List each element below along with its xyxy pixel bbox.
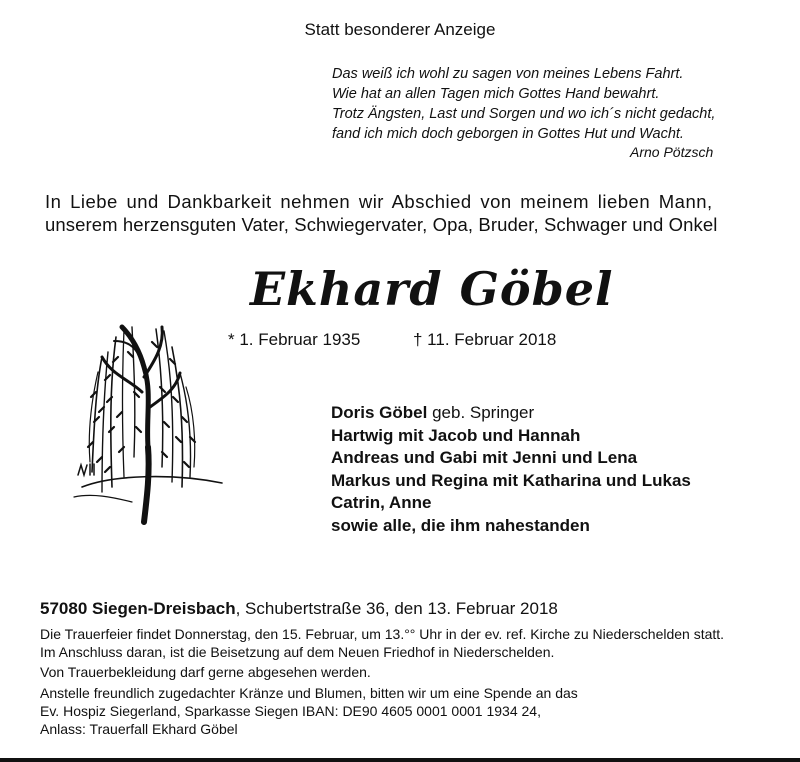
family-line: Andreas und Gabi mit Jenni und Lena — [331, 448, 638, 467]
address-rest: , Schubertstraße 36, den 13. Februar 2018 — [235, 599, 558, 618]
widow-line — [331, 402, 691, 425]
details-line: Ev. Hospiz Siegerland, Sparkasse Siegen IBAN: DE90 4605 0001 0001 1934 24, — [40, 702, 541, 719]
poem-line: fand ich mich doch geborgen in Gottes Hut und Wacht. — [332, 126, 684, 142]
family-line: Catrin, Anne — [331, 493, 432, 512]
funeral-details — [40, 626, 724, 738]
widow-maiden-name: geb. Springer — [427, 403, 535, 422]
birth-date: * 1. Februar 1935 — [228, 330, 361, 349]
details-line: Anstelle freundlich zugedachter Kränze und Blumen, bitten wir um eine Spende an das — [40, 685, 578, 702]
poem-line: Trotz Ängsten, Last und Sorgen und wo ich´s nicht gedacht, — [332, 106, 716, 122]
death-date: † 11. Februar 2018 — [413, 330, 557, 349]
intro-line: unserem herzensguten Vater, Schwiegervater, Opa, Bruder, Schwager und Onkel — [45, 214, 718, 235]
bottom-border — [0, 758, 800, 762]
family-line: Markus und Regina mit Katharina und Lukas — [331, 470, 691, 490]
poem-author: Arno Pötzsch — [630, 144, 714, 160]
family-line: Hartwig mit Jacob und Hannah — [331, 425, 581, 445]
poem-line: Wie hat an allen Tagen mich Gottes Hand bewahrt. — [332, 86, 660, 102]
family-line: sowie alle, die ihm nahestanden — [331, 515, 590, 535]
intro-line: In Liebe und Dankbarkeit nehmen wir Abschied von meinem lieben Mann, — [45, 191, 713, 212]
family-list — [331, 402, 691, 537]
address-place: 57080 Siegen-Dreisbach — [40, 599, 236, 618]
details-line: Anlass: Trauerfall Ekhard Göbel — [40, 720, 238, 737]
notice-heading: Statt besonderer Anzeige — [304, 20, 496, 39]
details-line: Von Trauerbekleidung darf gerne abgesehen werden. — [40, 664, 371, 681]
details-line: Die Trauerfeier findet Donnerstag, den 15. Februar, um 13.°° Uhr in der ev. ref. Kirche zu Niederschelden statt. — [40, 626, 725, 642]
details-line: Im Anschluss daran, ist die Beisetzung auf dem Neuen Friedhof in Niederschelden. — [40, 643, 555, 660]
poem-line: Das weiß ich wohl zu sagen von meines Lebens Fahrt. — [332, 66, 684, 82]
deceased-name: Ekhard Göbel — [250, 262, 614, 316]
farewell-intro — [45, 190, 718, 236]
weeping-willow-illustration — [52, 297, 224, 539]
poem — [332, 64, 715, 144]
address-line — [40, 599, 558, 619]
widow-name: Doris Göbel — [331, 403, 428, 422]
